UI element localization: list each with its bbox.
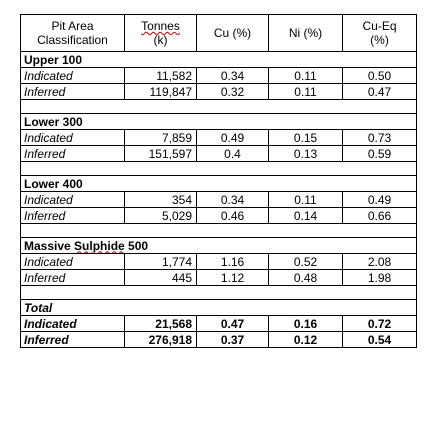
section-row (21, 238, 417, 254)
row-label: Inferred (21, 270, 125, 286)
cell-tonnes: 11,582 (125, 68, 197, 84)
row-label: Inferred (21, 208, 125, 224)
section-title-part: Sulphide (74, 238, 125, 253)
cell-cu: 0.46 (197, 208, 269, 224)
cell-tonnes: 21,568 (125, 316, 197, 332)
cell-ni: 0.13 (269, 146, 343, 162)
row-label: Indicated (21, 316, 125, 332)
header-cu: Cu (%) (197, 15, 269, 52)
resource-table (20, 14, 417, 348)
table-row (21, 68, 417, 84)
cell-ni: 0.11 (269, 192, 343, 208)
cell-cueq: 0.72 (343, 316, 417, 332)
section-row (21, 176, 417, 192)
cell-cu: 1.12 (197, 270, 269, 286)
section-title: Total (21, 300, 417, 316)
header-cueq-line1: Cu-Eq (362, 19, 397, 33)
row-label: Inferred (21, 332, 125, 348)
header-tonnes-line1: Tonnes (141, 19, 180, 33)
table-row (21, 332, 417, 348)
row-label: Inferred (21, 84, 125, 100)
cell-tonnes: 276,918 (125, 332, 197, 348)
cell-ni: 0.48 (269, 270, 343, 286)
cell-cu: 1.16 (197, 254, 269, 270)
cell-cu: 0.49 (197, 130, 269, 146)
cell-ni: 0.14 (269, 208, 343, 224)
cell-cu: 0.4 (197, 146, 269, 162)
section-row (21, 114, 417, 130)
cell-cueq: 0.66 (343, 208, 417, 224)
cell-cueq: 1.98 (343, 270, 417, 286)
header-ni: Ni (%) (269, 15, 343, 52)
cell-ni: 0.11 (269, 68, 343, 84)
cell-cueq: 0.47 (343, 84, 417, 100)
section-title-part: Massive (24, 238, 75, 253)
table-row (21, 208, 417, 224)
section-title-part: 500 (124, 238, 149, 253)
cell-cu: 0.32 (197, 84, 269, 100)
section-title (21, 238, 417, 254)
header-tonnes-line2: (k) (153, 33, 168, 47)
cell-tonnes: 354 (125, 192, 197, 208)
header-row (21, 15, 417, 52)
cell-tonnes: 445 (125, 270, 197, 286)
cell-tonnes: 1,774 (125, 254, 197, 270)
cell-cu: 0.34 (197, 192, 269, 208)
cell-ni: 0.16 (269, 316, 343, 332)
cell-ni: 0.52 (269, 254, 343, 270)
cell-ni: 0.12 (269, 332, 343, 348)
cell-cu: 0.37 (197, 332, 269, 348)
row-label: Indicated (21, 192, 125, 208)
cell-tonnes: 119,847 (125, 84, 197, 100)
cell-ni: 0.15 (269, 130, 343, 146)
table-row (21, 130, 417, 146)
spacer-cell (21, 162, 417, 176)
section-row (21, 52, 417, 68)
spacer-cell (21, 100, 417, 114)
table-row (21, 192, 417, 208)
cell-cu: 0.47 (197, 316, 269, 332)
cell-tonnes: 5,029 (125, 208, 197, 224)
spacer-row (21, 100, 417, 114)
section-row (21, 300, 417, 316)
cell-cueq: 2.08 (343, 254, 417, 270)
header-tonnes (125, 15, 197, 52)
table-row (21, 146, 417, 162)
row-label: Inferred (21, 146, 125, 162)
cell-cueq: 0.50 (343, 68, 417, 84)
table-row (21, 84, 417, 100)
row-label: Indicated (21, 254, 125, 270)
spacer-row (21, 162, 417, 176)
cell-tonnes: 7,859 (125, 130, 197, 146)
cell-tonnes: 151,597 (125, 146, 197, 162)
spacer-cell (21, 224, 417, 238)
section-title: Lower 400 (21, 176, 417, 192)
header-cueq-line2: (%) (370, 33, 389, 47)
cell-cueq: 0.59 (343, 146, 417, 162)
spacer-row (21, 224, 417, 238)
section-title: Lower 300 (21, 114, 417, 130)
spacer-cell (21, 286, 417, 300)
table-row (21, 270, 417, 286)
header-cueq (343, 15, 417, 52)
section-title: Upper 100 (21, 52, 417, 68)
cell-ni: 0.11 (269, 84, 343, 100)
cell-cueq: 0.73 (343, 130, 417, 146)
cell-cu: 0.34 (197, 68, 269, 84)
table-row (21, 316, 417, 332)
cell-cueq: 0.54 (343, 332, 417, 348)
row-label: Indicated (21, 68, 125, 84)
table-row (21, 254, 417, 270)
row-label: Indicated (21, 130, 125, 146)
cell-cueq: 0.49 (343, 192, 417, 208)
header-classification: Pit Area Classification (21, 15, 125, 52)
spacer-row (21, 286, 417, 300)
